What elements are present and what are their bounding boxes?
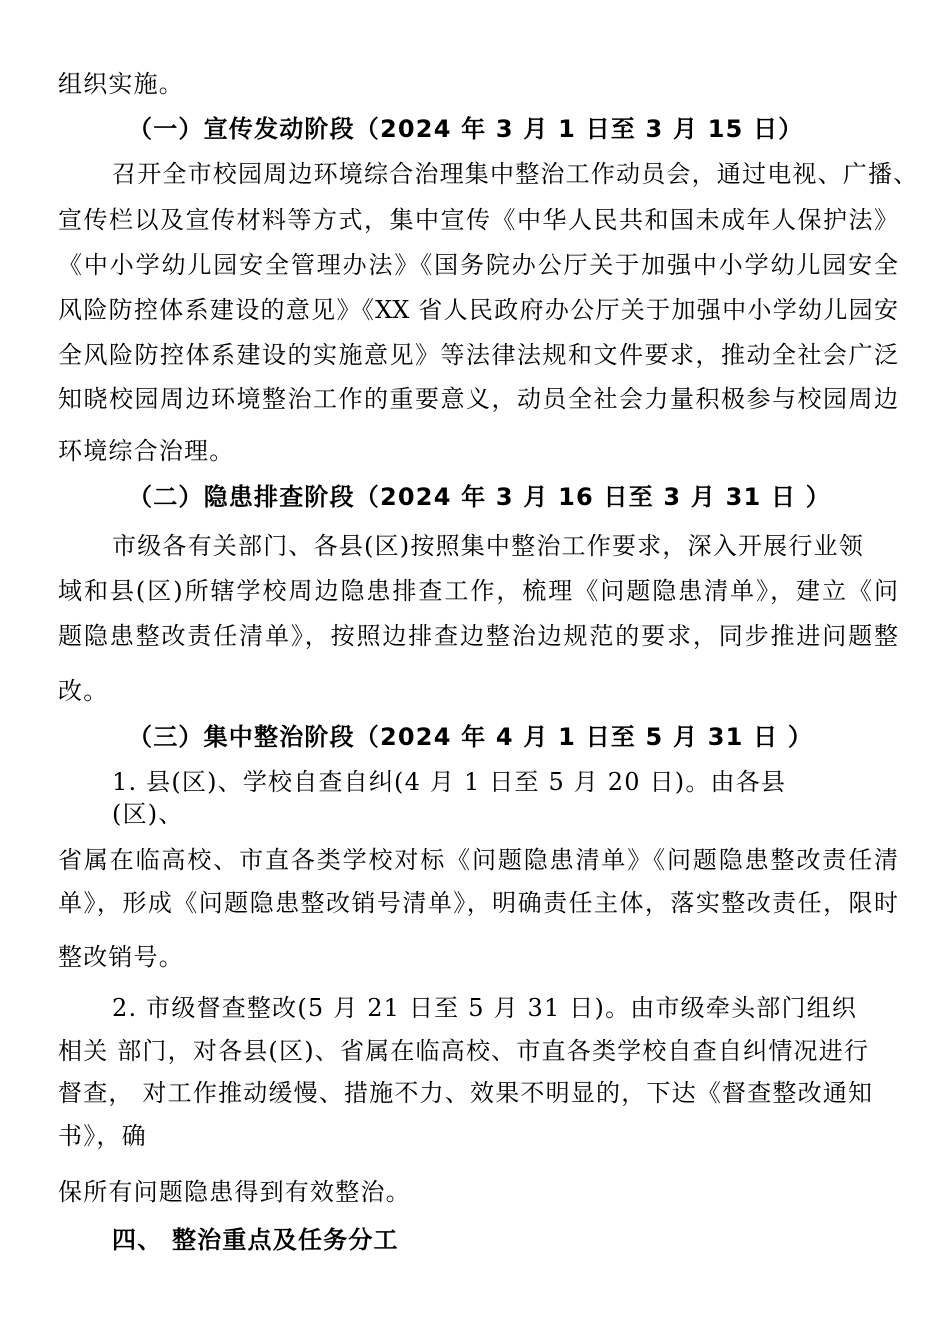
text-line: 全风险防控体系建设的实施意见》等法律法规和文件要求，推动全社会广泛 xyxy=(58,341,898,369)
text-line: 相关 部门，对各县(区)、省属在临高校、市直各类学校自查自纠情况进行 xyxy=(58,1037,870,1065)
text-line: 风险防控体系建设的意见》《XX 省人民政府办公厅关于加强中小学幼儿园安 xyxy=(58,296,898,324)
section-heading: （二）隐患排查阶段（2024 年 3 月 16 日至 3 月 31 日 ） xyxy=(128,483,831,511)
text-line: 保所有问题隐患得到有效整治。 xyxy=(58,1178,411,1206)
text-line: 督查， 对工作推动缓慢、措施不力、效果不明显的，下达《督查整改通知 xyxy=(58,1079,874,1107)
text-line: 整改销号。 xyxy=(58,943,184,971)
text-line: 域和县(区)所辖学校周边隐患排查工作，梳理《问题隐患清单》，建立《问 xyxy=(58,577,898,605)
text-line: 2. 市级督查整改(5 月 21 日至 5 月 31 日)。由市级牵头部门组织 xyxy=(112,994,858,1022)
text-line: 改。 xyxy=(58,677,109,705)
text-line: 市级各有关部门、各县(区)按照集中整治工作要求，深入开展行业领 xyxy=(112,532,864,560)
text-line: 组织实施。 xyxy=(58,70,184,98)
text-line: 《中小学幼儿园安全管理办法》《国务院办公厅关于加强中小学幼儿园安全 xyxy=(58,251,898,279)
text-line: 召开全市校园周边环境综合治理集中整治工作动员会，通过电视、广播、 xyxy=(112,160,919,188)
text-line: (区)、 xyxy=(112,800,184,828)
text-line: 宣传栏以及宣传材料等方式，集中宣传《中华人民共和国未成年人保护法》 xyxy=(58,206,898,234)
text-line: 环境综合治理。 xyxy=(58,437,235,465)
text-line: 书》，确 xyxy=(58,1122,147,1150)
text-line: 1. 县(区)、学校自查自纠(4 月 1 日至 5 月 20 日)。由各县 xyxy=(112,768,787,796)
section-heading: （一）宣传发动阶段（2024 年 3 月 1 日至 3 月 15 日） xyxy=(128,115,804,143)
text-line: 省属在临高校、市直各类学校对标《问题隐患清单》《问题隐患整改责任清 xyxy=(58,846,898,874)
text-line: 单》，形成《问题隐患整改销号清单》，明确责任主体，落实整改责任，限时 xyxy=(58,889,898,917)
text-line: 知晓校园周边环境整治工作的重要意义，动员全社会力量积极参与校园周边 xyxy=(58,385,898,413)
chapter-heading: 四、 整治重点及任务分工 xyxy=(112,1226,399,1254)
section-heading: （三）集中整治阶段（2024 年 4 月 1 日至 5 月 31 日 ） xyxy=(128,723,814,751)
text-line: 题隐患整改责任清单》，按照边排查边整治边规范的要求，同步推进问题整 xyxy=(58,622,898,650)
